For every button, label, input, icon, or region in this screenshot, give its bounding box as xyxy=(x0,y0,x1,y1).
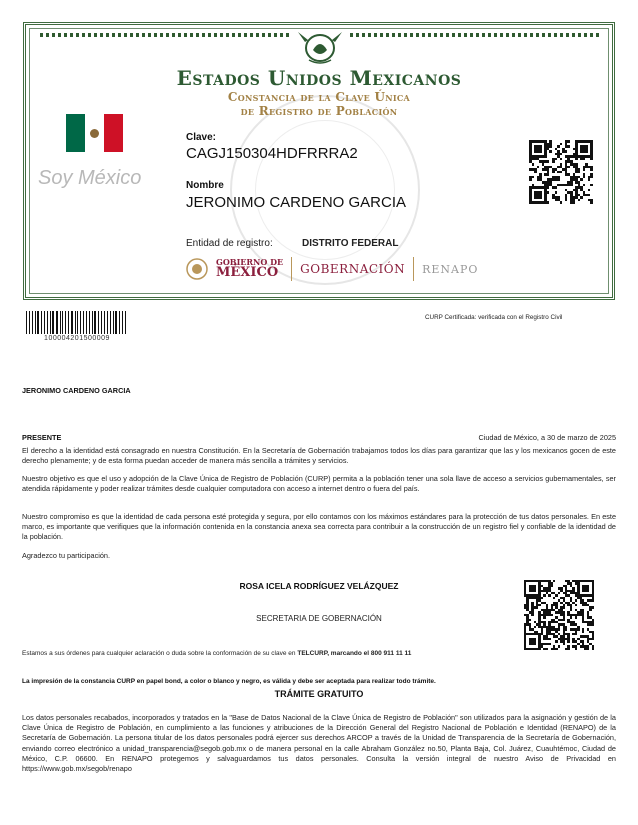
greek-fret-right xyxy=(350,33,600,37)
barcode-bar xyxy=(86,311,87,334)
barcode-bar xyxy=(89,311,90,334)
gobierno-logo-line1: GOBIERNO DE xyxy=(216,257,284,268)
barcode-bar xyxy=(37,311,39,334)
mexico-flag-icon xyxy=(66,114,123,152)
contact-note xyxy=(22,650,411,657)
barcode-bar xyxy=(26,311,27,334)
clave-label: Clave: xyxy=(186,132,217,143)
letter-recipient: JERONIMO CARDENO GARCIA xyxy=(22,386,131,395)
contact-note-text: Estamos a sus órdenes para cualquier aclaración o duda sobre la conformación de su clave en xyxy=(22,650,296,657)
barcode-bar xyxy=(35,311,36,334)
renapo-logo: RENAPO xyxy=(422,262,479,276)
gobierno-shield-icon xyxy=(186,258,208,280)
letter-date: Ciudad de México, a 30 de marzo de 2025 xyxy=(478,433,616,442)
letter-paragraph-1: El derecho a la identidad está consagrado en nuestra Constitución. En la Secretaría de Gobernación trabajamos todos los días para garantizar que las y los mexicanos gocen de este derecho plenamente; y de esta forma puedan acceder de manera más sencilla a trámites y servicios. xyxy=(22,446,616,466)
logo-divider xyxy=(413,257,414,281)
gobernacion-logo: GOBERNACIÓN xyxy=(300,262,406,276)
barcode-bar xyxy=(98,311,99,334)
print-validity-note: La impresión de la constancia CURP en papel bond, a color o blanco y negro, es válida y debe ser aceptada para realizar todo trámite. xyxy=(22,678,436,685)
barcode-bar xyxy=(107,311,108,334)
barcode-bar xyxy=(80,311,81,334)
qr-module xyxy=(590,201,593,204)
barcode-bar xyxy=(115,311,117,334)
barcode-bar xyxy=(110,311,111,334)
barcode-bar xyxy=(41,311,42,334)
barcode-bar xyxy=(77,311,78,334)
barcode-bar xyxy=(29,311,30,334)
certificate-title: Estados Unidos Mexicanos xyxy=(176,66,462,90)
entidad-value: DISTRITO FEDERAL xyxy=(302,238,399,249)
barcode-bar xyxy=(83,311,84,334)
letter-qr-code xyxy=(524,580,594,650)
national-eagle-emblem-icon xyxy=(293,28,347,66)
government-logos xyxy=(186,256,478,282)
barcode-bar xyxy=(75,311,76,334)
barcode-bar xyxy=(50,311,51,334)
barcode-bar xyxy=(94,311,96,334)
curp-certified-note: CURP Certificada: verificada con el Registro Civil xyxy=(425,314,563,321)
tramite-gratuito: TRÁMITE GRATUITO xyxy=(274,689,364,699)
barcode-bar xyxy=(125,311,126,334)
certificate-subtitle-line2: de Registro de Población xyxy=(240,104,398,118)
soy-mexico-slogan: Soy México xyxy=(38,167,142,189)
barcode-bar xyxy=(101,311,102,334)
barcode-bar xyxy=(68,311,69,334)
letter-paragraph-3: Nuestro compromiso es que la identidad de cada persona esté protegida y segura, por ello contamos con los máximos estándares para la protección de tus datos personales. En este marco, es importante que verifiques que la información contenida en la constancia anexa sea correcta para contribuir a la construcción de un registro fiel y confiable de la identidad de la población. xyxy=(22,512,616,542)
barcode-bar xyxy=(44,311,45,334)
nombre-value: JERONIMO CARDENO GARCIA xyxy=(186,194,407,211)
barcode-bar xyxy=(104,311,105,334)
barcode-bar xyxy=(92,311,93,334)
entidad-label: Entidad de registro: xyxy=(186,238,273,249)
barcode-bar xyxy=(122,311,123,334)
gobierno-de-mexico-logo xyxy=(216,259,283,279)
barcode-bar xyxy=(32,311,33,334)
certificate-qr-code xyxy=(529,140,593,204)
barcode-bar xyxy=(56,311,58,334)
barcode-bar xyxy=(52,311,53,334)
barcode-bar xyxy=(119,311,120,334)
qr-module xyxy=(592,648,594,650)
privacy-notice: Los datos personales recabados, incorporados y tratados en la "Base de Datos Nacional de la Clave Única de Registro de Población" son utilizados para la asignación y gestión de la Clave Única de Registro de Población, en cumplimiento a las funciones y atribuciones de la Dirección General del Registro Nacional de Población e Identidad (RENAPO) de la Secretaría de Gobernación. La persona titular de los datos personales podrá ejercer sus derechos ARCOP a través de la Unidad de Transparencia de la Secretaría de Gobernación, enviando correo electrónico a unidad_transparencia@segob.gob.mx o de manera personal en la calle Abraham González no.50, Planta Baja, Col. Juárez, Cuauhtémoc, Ciudad de México, C.P. 06600. En RENAPO protegemos y salvaguardamos tus datos personales. Consulta la versión integral de nuestro Aviso de Privacidad en https://www.gob.mx/segob/renapo xyxy=(22,713,616,774)
signer-title: SECRETARIA DE GOBERNACIÓN xyxy=(256,614,382,623)
greek-fret-left xyxy=(40,33,290,37)
letter-presente: PRESENTE xyxy=(22,433,62,442)
signer-name: ROSA ICELA RODRÍGUEZ VELÁZQUEZ xyxy=(239,581,399,591)
barcode-bar xyxy=(65,311,66,334)
barcode-bar xyxy=(47,311,48,334)
barcode-bar xyxy=(60,311,61,334)
clave-value: CAGJ150304HDFRRRA2 xyxy=(186,145,358,162)
barcode-number: 100004201500009 xyxy=(44,335,110,342)
barcode-bar xyxy=(71,311,73,334)
barcode-bar xyxy=(62,311,63,334)
barcode-bar xyxy=(113,311,114,334)
letter-paragraph-2: Nuestro objetivo es que el uso y adopción de la Clave Única de Registro de Población (CURP) permita a la población tener una sola llave de acceso a servicios gubernamentales, ser atendida rápidamente y poder realizar trámites desde cualquier computadora con acceso a internet dentro o fuera del país. xyxy=(22,474,616,494)
gobierno-logo-line2: MÉXICO xyxy=(216,264,279,280)
letter-thanks: Agradezco tu participación. xyxy=(22,551,111,560)
barcode xyxy=(26,311,128,334)
certificate-subtitle-line1: Constancia de la Clave Única xyxy=(227,90,411,104)
nombre-label: Nombre xyxy=(186,180,224,191)
logo-divider xyxy=(291,257,292,281)
telcurp-phone: TELCURP, marcando el 800 911 11 11 xyxy=(297,650,412,657)
